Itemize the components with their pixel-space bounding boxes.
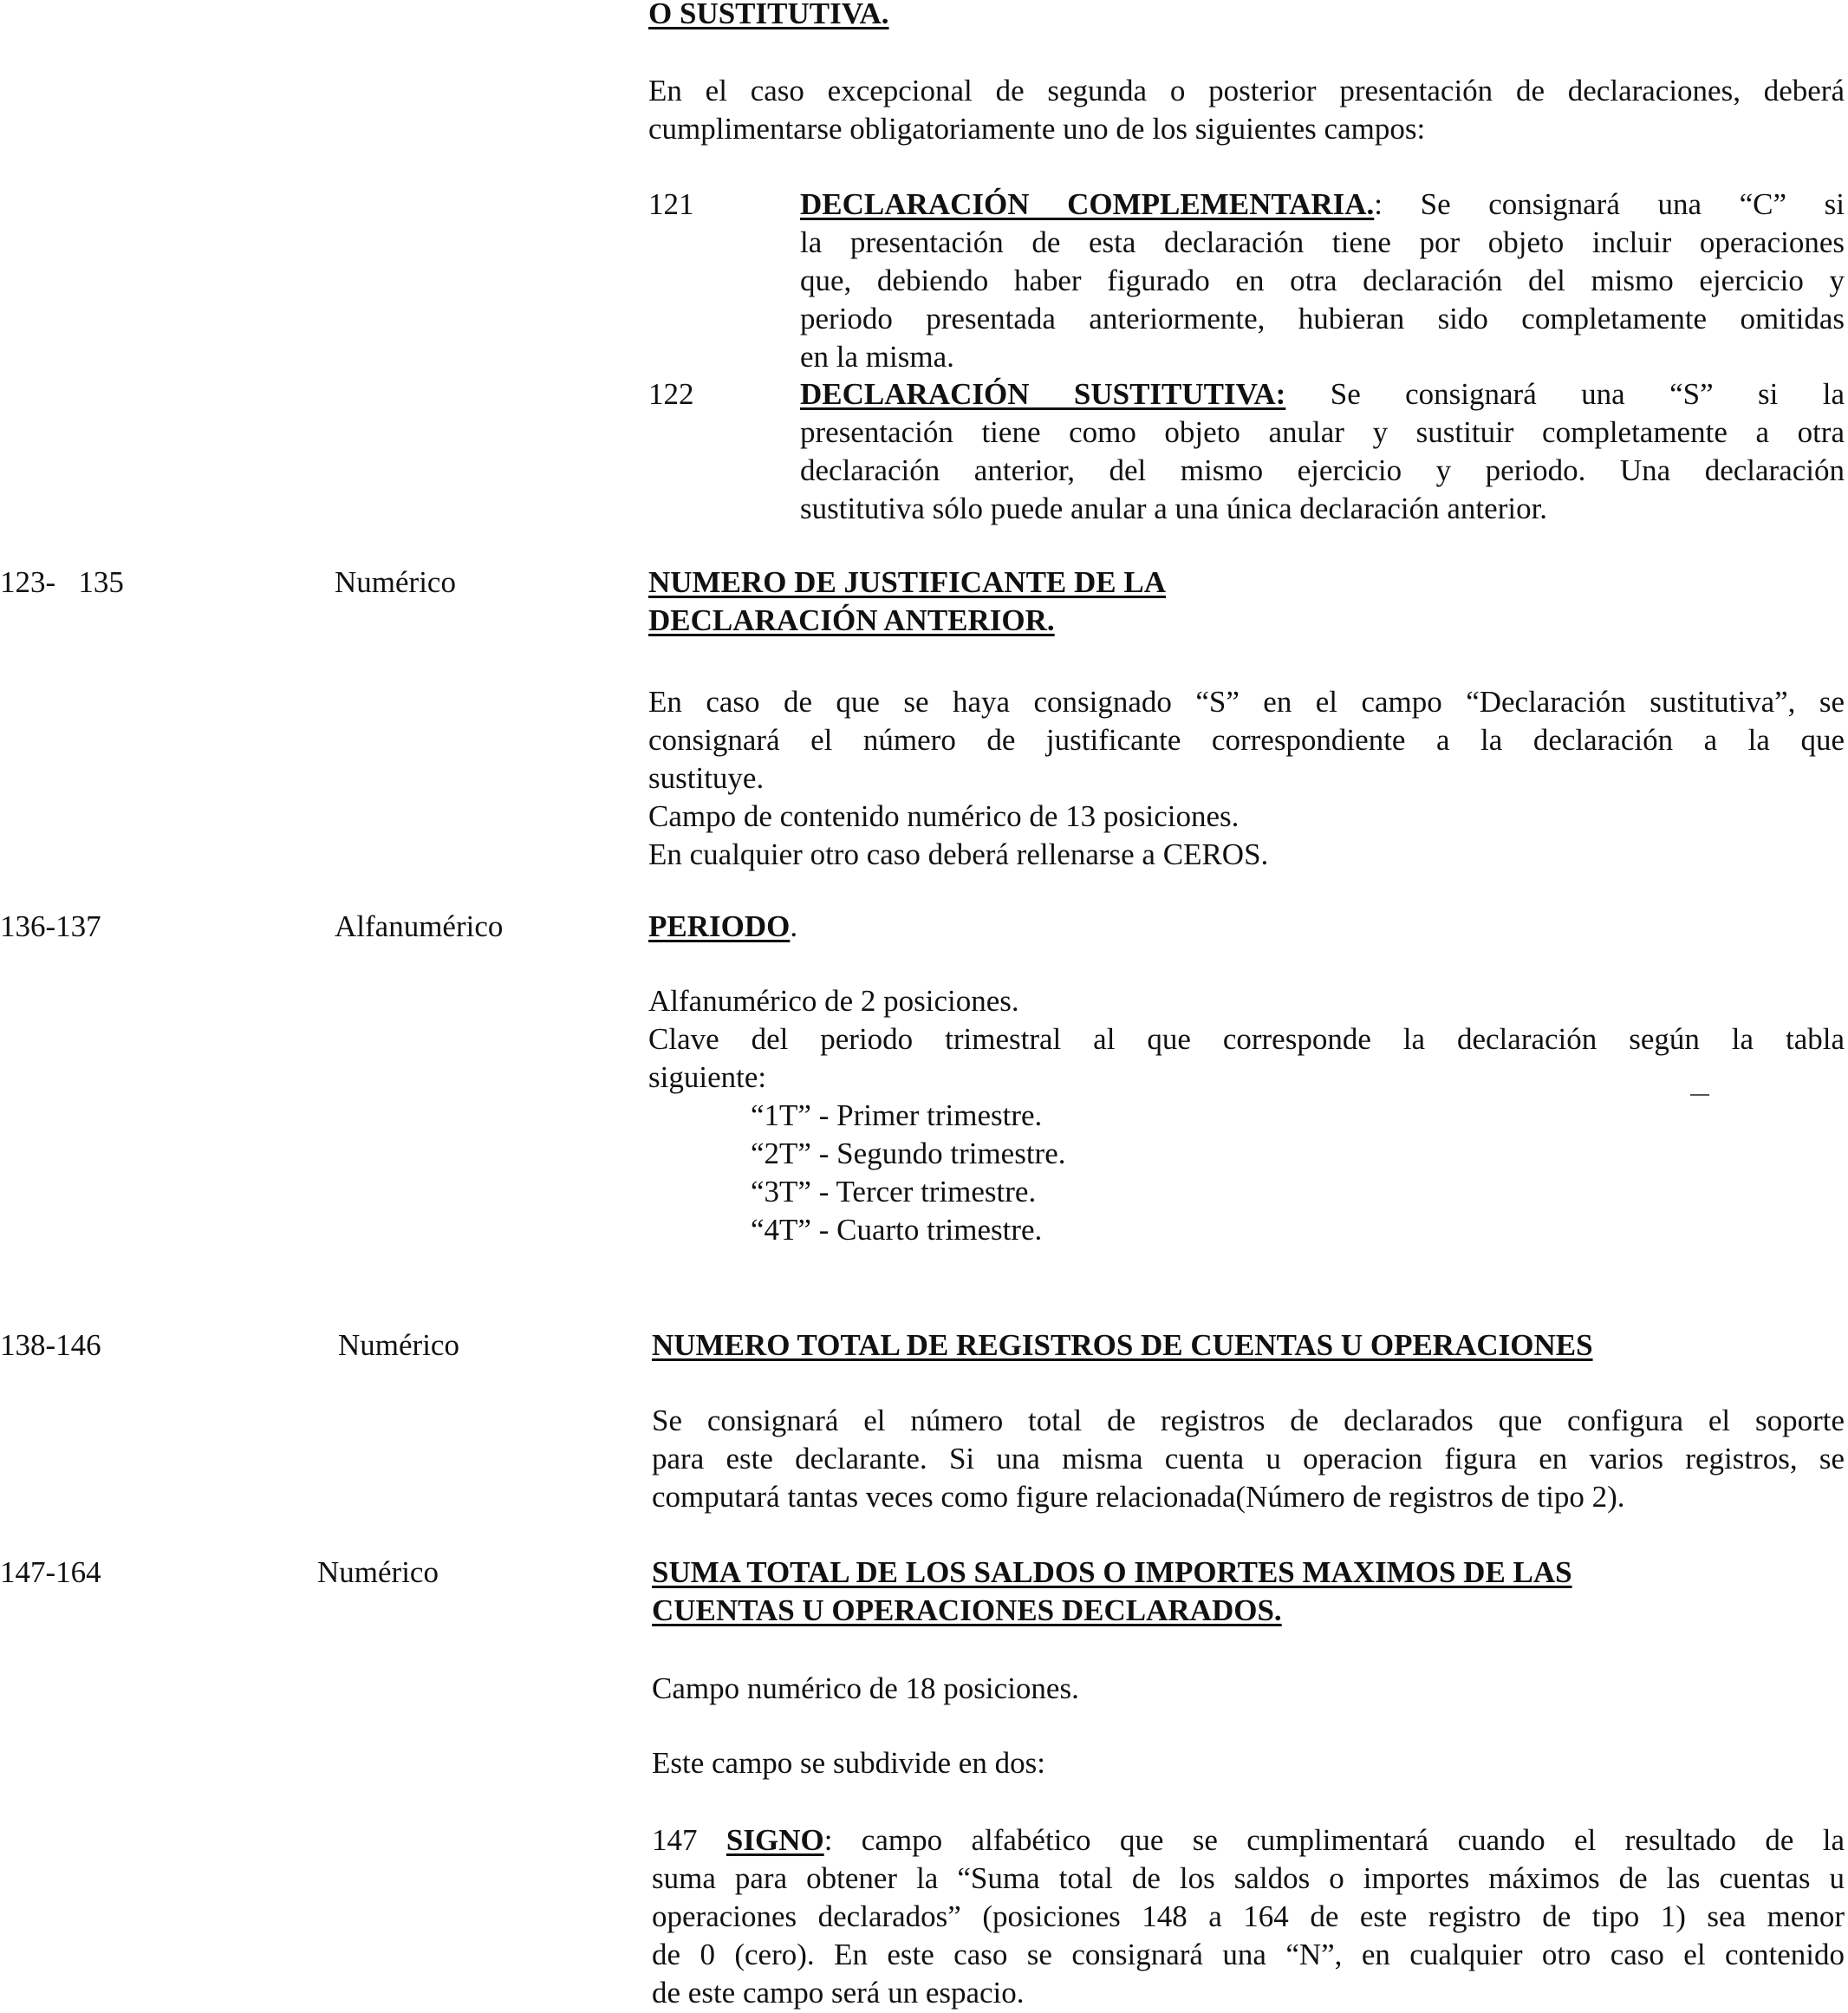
signo-first-line xyxy=(652,1821,1845,1860)
field-description xyxy=(648,982,1845,1097)
description-line: Alfanumérico de 2 posiciones. xyxy=(648,984,1019,1018)
intro-line: cumplimentarse obligatoriamente uno de los siguientes campos: xyxy=(648,112,1426,146)
subfield-title: DECLARACIÓN COMPLEMENTARIA. xyxy=(800,187,1375,221)
subfield-sustitutiva xyxy=(800,375,1845,528)
field-description xyxy=(648,683,1845,874)
field-title-suffix: . xyxy=(790,909,798,943)
scan-mark xyxy=(1690,1094,1709,1096)
signo-first-line-rest: : campo alfabético que se cumplimentará cuando el resultado de la xyxy=(823,1823,1845,1857)
description-line: Clave del periodo trimestral al que corresponde la declaración según la tabla xyxy=(648,1022,1845,1056)
description-line: Se consignará el número total de registros de declarados que configura el soporte xyxy=(652,1404,1845,1437)
signo-line: operaciones declarados” (posiciones 148 a 164 de este registro de tipo 1) sea menor xyxy=(652,1899,1845,1933)
field-title-line: SUMA TOTAL DE LOS SALDOS O IMPORTES MAXIMOS DE LAS xyxy=(652,1555,1572,1589)
subfield-line: presentación tiene como objeto anular y sustituir completamente a otra xyxy=(800,415,1845,449)
subfield-line: que, debiendo haber figurado en otra declaración del mismo ejercicio y xyxy=(800,264,1845,297)
intro-paragraph xyxy=(648,72,1845,148)
description-line: para este declarante. Si una misma cuenta u operacion figura en varios registros, se xyxy=(652,1442,1845,1476)
subfield-first-line xyxy=(800,375,1845,414)
subfield-title-rest: Se consignará una “S” si la xyxy=(1285,377,1845,411)
subfield-complementaria xyxy=(800,186,1845,376)
subfield-line: declaración anterior, del mismo ejercicio y periodo. Una declaración xyxy=(800,453,1845,487)
subfield-title: DECLARACIÓN SUSTITUTIVA: xyxy=(800,377,1286,411)
field-position: 138-146 xyxy=(0,1328,101,1362)
field-title-text: PERIODO xyxy=(648,909,791,943)
subfield-line: periodo presentada anteriormente, hubieran sido completamente omitidas xyxy=(800,302,1845,336)
subfield-first-line xyxy=(800,186,1845,224)
field-title xyxy=(648,564,1166,640)
field-title xyxy=(652,1554,1572,1630)
intro-line: En el caso excepcional de segunda o posterior presentación de declaraciones, deberá xyxy=(648,74,1845,107)
description-line: En caso de que se haya consignado “S” en el campo “Declaración sustitutiva”, se xyxy=(648,685,1845,719)
field-description xyxy=(652,1402,1845,1516)
signo-line: de este campo será un espacio. xyxy=(652,1976,1025,2010)
description-line: Campo de contenido numérico de 13 posiciones. xyxy=(648,799,1240,833)
subfield-line: en la misma. xyxy=(800,340,954,374)
description-line: computará tantas veces como figure relacionada(Número de registros de tipo 2). xyxy=(652,1480,1625,1514)
subfield-number: 121 xyxy=(648,187,694,221)
signo-line: de 0 (cero). En este caso se consignará una “N”, en cualquier otro caso el contenido xyxy=(652,1938,1845,1971)
field-title-line: CUENTAS U OPERACIONES DECLARADOS. xyxy=(652,1593,1282,1627)
description-line: siguiente: xyxy=(648,1060,767,1094)
subfield-line: sustitutiva sólo puede anular a una única declaración anterior. xyxy=(800,492,1548,525)
field-title-line: NUMERO DE JUSTIFICANTE DE LA xyxy=(648,565,1167,599)
field-position: 136-137 xyxy=(0,909,101,943)
period-list xyxy=(751,1097,1066,1249)
signo-title: SIGNO xyxy=(726,1823,824,1857)
field-title xyxy=(648,908,797,946)
signo-paragraph xyxy=(652,1821,1845,2012)
period-item: “3T” - Tercer trimestre. xyxy=(751,1175,1037,1208)
subfield-line: la presentación de esta declaración tiene por objeto incluir operaciones xyxy=(800,225,1845,259)
period-item: “4T” - Cuarto trimestre. xyxy=(751,1213,1043,1247)
period-item: “2T” - Segundo trimestre. xyxy=(751,1137,1066,1170)
field-description: Este campo se subdivide en dos: xyxy=(652,1746,1045,1780)
field-type: Numérico xyxy=(338,1328,459,1362)
subfield-number: 122 xyxy=(648,377,694,411)
description-line: consignará el número de justificante correspondiente a la declaración a la que xyxy=(648,723,1845,757)
period-item: “1T” - Primer trimestre. xyxy=(751,1098,1043,1132)
field-title: NUMERO TOTAL DE REGISTROS DE CUENTAS U OPERACIONES xyxy=(652,1328,1593,1362)
field-type: Alfanumérico xyxy=(335,909,504,943)
field-position: 123- 135 xyxy=(0,565,124,599)
description-line: En cualquier otro caso deberá rellenarse a CEROS. xyxy=(648,837,1269,871)
field-description: Campo numérico de 18 posiciones. xyxy=(652,1671,1079,1705)
field-title-line: DECLARACIÓN ANTERIOR. xyxy=(648,603,1055,637)
field-position: 147-164 xyxy=(0,1555,101,1589)
section-heading: O SUSTITUTIVA. xyxy=(648,0,889,30)
subfield-title-rest: : Se consignará una “C” si xyxy=(1374,187,1845,221)
signo-number: 147 xyxy=(652,1823,726,1857)
description-line: sustituye. xyxy=(648,761,765,795)
field-type: Numérico xyxy=(335,565,456,599)
signo-line: suma para obtener la “Suma total de los saldos o importes máximos de las cuentas u xyxy=(652,1861,1845,1895)
field-type: Numérico xyxy=(317,1555,439,1589)
